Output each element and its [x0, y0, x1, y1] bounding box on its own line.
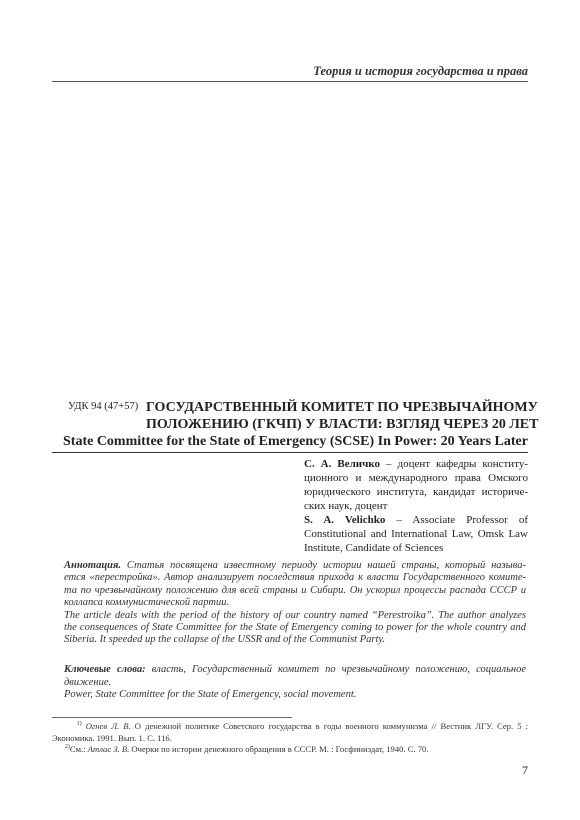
abstract-en-line-3: Siberia. It speeded up the collapse of the USSR and of the Communist Party. — [64, 634, 386, 646]
author-ru-line-4: ских наук, доцент — [304, 500, 388, 512]
keywords-ru-line-2: движение. — [64, 676, 112, 688]
author-en-name: S. A. Velichko — [304, 514, 386, 526]
author-ru-text: – доцент кафедры конститу- — [380, 458, 529, 470]
abstract-ru-line-4: коллапса коммунистической партии. — [64, 597, 230, 609]
footnote-2-line-1 — [52, 744, 528, 756]
abstract-ru-line-1 — [64, 560, 526, 572]
abstract — [64, 560, 526, 647]
footnote-2-text: Очерки по истории денежного обращения в СССР. М. : Госфиниздат, 1940. С. 70. — [129, 744, 429, 754]
footnotes — [52, 721, 528, 756]
footnote-2-author: Атлас З. В. — [87, 744, 130, 754]
author-ru-line-3: юридического института, кандидат историче- — [304, 486, 528, 498]
footnote-rule — [52, 717, 292, 718]
udk-code: УДК 94 (47+57) — [68, 401, 139, 412]
article-title-en: State Committee for the State of Emergency (SCSE) In Power: 20 Years Later — [63, 434, 528, 449]
footnote-2-prefix: См.: — [69, 744, 88, 754]
author-ru-line-2: ционного и международного права Омского — [304, 472, 528, 484]
keywords-ru-text: власть, Государственный комитет по чрезвычайному положению, социальное — [145, 664, 527, 675]
header-rule — [52, 81, 528, 82]
author-ru-name: С. А. Величко — [304, 458, 380, 470]
author-en-line-2: Constitutional and International Law, Omsk Law — [304, 528, 528, 540]
keywords-label: Ключевые слова: — [64, 664, 146, 675]
author-block — [304, 457, 528, 555]
footnote-1-mark: 1) — [76, 721, 82, 728]
title-ru-line-1: ГОСУДАРСТВЕННЫЙ КОМИТЕТ ПО ЧРЕЗВЫЧАЙНОМУ — [146, 400, 538, 415]
abstract-ru-line-3: та по чрезвычайному положению для всей страны и Сибири. Он ускорил процессы распада СССР и — [64, 584, 526, 596]
article-title-ru — [146, 399, 539, 433]
title-ru-line-2: ПОЛОЖЕНИЮ (ГКЧП) У ВЛАСТИ: ВЗГЛЯД ЧЕРЕЗ 20 ЛЕТ — [146, 417, 539, 432]
keywords-ru-line-1 — [64, 664, 526, 677]
keywords — [64, 664, 526, 702]
page-number: 7 — [522, 763, 528, 777]
abstract-en-line-2: the consequences of State Committee for the State of Emergency coming to power for the whole country and — [64, 622, 526, 634]
abstract-ru-text: Статья посвящена известному периоду истории нашей страны, который называ- — [121, 560, 526, 571]
author-en-line-1 — [304, 513, 528, 527]
title-rule — [52, 452, 528, 453]
author-ru-line-1 — [304, 457, 528, 471]
footnote-1-text: О денежной политике Советского государства в годы военного коммунизма // Вестник ЛГУ. Сер. 5 : — [130, 721, 529, 731]
footnote-1-line-1 — [52, 721, 528, 733]
running-header: Теория и история государства и права — [313, 64, 528, 78]
footnote-1-line-2: Экономика. 1991. Вып. 1. С. 116. — [52, 732, 172, 743]
abstract-en-line-1: The article deals with the period of the history of our country named “Perestroika”. The author analyzes — [64, 609, 526, 621]
author-en-line-3: Institute, Candidate of Sciences — [304, 542, 444, 554]
abstract-label: Аннотация. — [64, 560, 122, 571]
keywords-en: Power, State Committee for the State of Emergency, social movement. — [64, 689, 357, 701]
abstract-ru-line-2: ется «перестройка». Автор анализирует последствия прихода к власти Государственного комите- — [64, 572, 526, 584]
footnote-2-mark: 2) — [64, 744, 70, 751]
author-en-text: – Associate Professor of — [385, 514, 529, 526]
footnote-1-author: Огнев Л. В. — [85, 721, 131, 731]
